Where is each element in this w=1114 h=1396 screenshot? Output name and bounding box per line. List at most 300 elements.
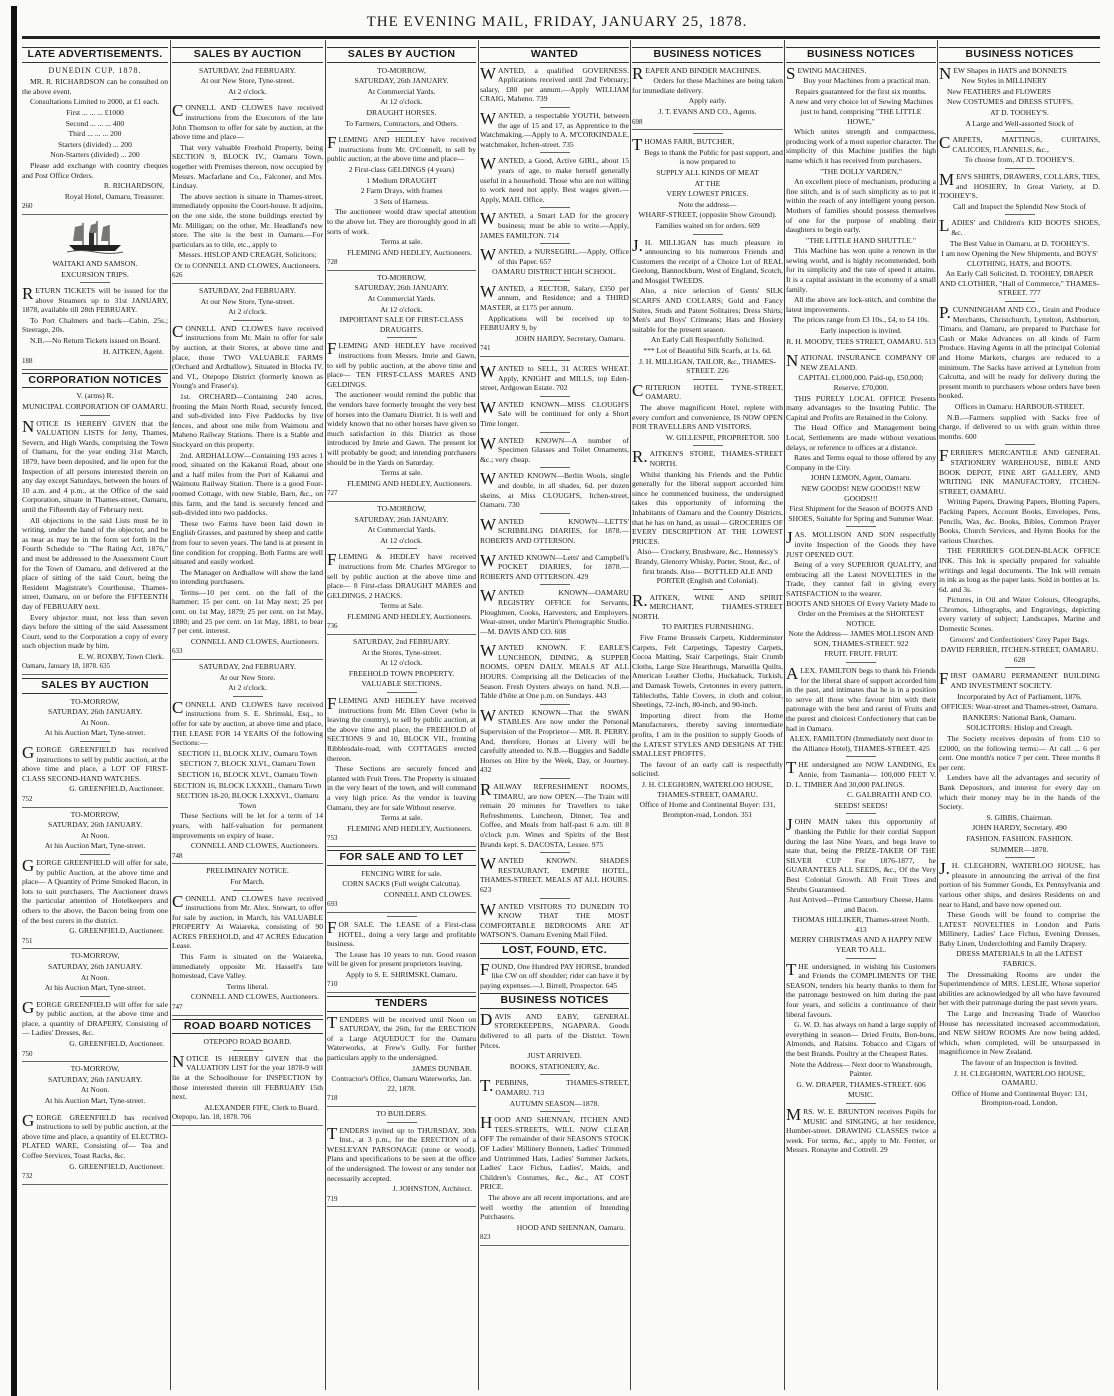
ad-paragraph: The Dressmaking Rooms are under the Superintendence of MRS. LESLIE, Whose superior abilities are acknowledged by all who have favoured her with their patronage during the past seven years. — [939, 969, 1100, 1008]
ad-line: The prices range from £3 10s., £4, to £4 10s. — [792, 315, 930, 325]
ad-line: CORN SACKS (Full weight Calcutta). — [342, 879, 461, 889]
ad-line: Just Arrived—Prime Canterbury Cheese, Hams and Bacon. — [788, 895, 934, 914]
ad-paragraph: Please add exchange with country cheques and Post Office Orders. — [22, 160, 168, 180]
divider — [80, 741, 110, 742]
divider — [540, 280, 570, 281]
ad-paragraph: Consultations Limited to 2000, at £1 each. — [30, 97, 160, 107]
ad-reference-number: 727 — [327, 489, 476, 502]
ad-line: OTEPOPO ROAD BOARD. — [203, 1037, 292, 1047]
divider — [540, 207, 570, 208]
divider — [540, 432, 570, 433]
ad-title: DUNEDIN CUP. 1878. — [48, 65, 142, 75]
ad-paragraph: That very valuable Freehold Property, being SECTION 9, BLOCK IV., Oamaru Town, together with Premises thereon, now occupied by Messrs. Macfarlane and Co., Falconer, and Mrs. Lindsay. — [172, 142, 323, 191]
advertisement: FLEMING AND HEDLEY have received instructions from Mr. Ellen Cover (who is leaving the country), to sell by public auction, at the above time and place, the FREEHOLD of SECTIONS 9 and 10, BLOCK VII., fronting Ribblesdale-road, with COTTAGES erected thereon. — [327, 694, 476, 763]
divider — [846, 1103, 876, 1104]
ad-line: ALEX. FAMILTON (Immediately next door to the Alliance Hotel), THAMES-STREET. 425 — [789, 734, 933, 753]
ad-line: FREEHOLD TOWN PROPERTY. — [348, 668, 455, 678]
advertisement: HOOD AND SHENNAN, ITCHEN AND TEES-STREETS, WILL NOW CLEAR OFF The remainder of their SEASON'S STOCK OF Ladies' Millinery Bonnets, Ladies' Trimmed and Untrimmed Hats, Ladies' Summer Jackets, Ladies' Lace Fichus, Ladies', Maids, and Children's Costumes, &c., &c., AT COST PRICE. — [480, 1113, 629, 1192]
section-heading: FOR SALE AND TO LET — [327, 850, 476, 866]
ad-line: TO-MORROW, — [70, 1064, 120, 1074]
column-rule — [170, 40, 171, 1390]
ad-reference-number: Oamaru, January 18, 1878. 635 — [22, 662, 168, 675]
divider — [387, 548, 417, 549]
steamship-engraving — [65, 219, 125, 255]
ad-line: At Noon. — [80, 1085, 110, 1095]
ad-signature: Royal Hotel, Oamaru, Treasurer. — [64, 191, 164, 201]
ad-line: Grocers' and Confectioners' Grey Paper Bags. — [949, 634, 1090, 644]
divider — [233, 696, 263, 697]
ad-line: A new and very choice lot of Sewing Machines just to hand, comprising "THE LITTLE HOWE," — [789, 97, 933, 126]
ad-line: TO-MORROW, — [70, 809, 120, 819]
advertisement: CONNELL AND CLOWES have received instructions from Mr. Main to offer for sale by auction, at their Stores, at above time and place, those TWO VALUABLE FARMS (Orchard and Ardhallow), Situated in Blocks IV. and VI., Otepopo District (formerly known as Young's and Fraser's). — [172, 321, 323, 391]
ad-line: FASHION. FASHION. FASHION. — [966, 833, 1073, 843]
advertisement: CONNELL AND CLOWES have received instructions from S. E. Shrimski, Esq., to offer for sale by auction, at above time and place, THE LEASE FOR 14 YEARS Of the following Sections:— — [172, 697, 323, 748]
advertisement: CARPETS, MATTINGS, CURTAINS, CALICOES, FLANNELS, &c., — [939, 133, 1100, 154]
ad-reference-number: 633 — [172, 647, 323, 660]
section-heading: BUSINESS NOTICES — [786, 47, 936, 63]
advertisement: ALEX. FAMILTON begs to thank his Friends for the liberal share of support accorded him in the past, and intimates that he is in a position to serve all those who favour him with their patronage with the best and rarest of Fruits and the purest and choicest Confectionery that can be had in Oamaru. — [786, 664, 936, 733]
divider — [1005, 444, 1035, 445]
ad-line: MERRY CHRISTMAS AND A HAPPY NEW YEAR TO ALL. — [790, 935, 932, 955]
ad-reference-number: 626 — [172, 271, 323, 284]
advertisement: CONNELL AND CLOWES have received instructions from the Executors of the late John Thomson to offer for sale by auction, at the above time and place— — [172, 101, 323, 142]
ad-line: S. GIBBS, Chairman. — [986, 812, 1053, 822]
ad-reference-number: 736 — [327, 622, 476, 635]
advertisement: MRS. W. E. BRUNTON receives Pupils for MUSIC and SINGING, at her residence, Humber-street. DRAWING CLASSES twice a week. For terms, &c., apply to Mr. Ferrier, or Messrs. Ronayne and Cottrell. 29 — [786, 1104, 936, 1155]
ad-paragraph: The Manager on Ardhallow will show the land to intending purchasers. — [172, 567, 323, 587]
ad-line: SATURDAY, 2nd FEBRUARY. — [199, 286, 296, 296]
ad-line: To choose from, AT D. TOOHEY'S. — [964, 155, 1075, 165]
divider — [1005, 857, 1035, 858]
ad-paragraph: The above are all recent importations, and are well worthy the attention of Intending Purchasers. — [480, 1192, 629, 1222]
advertisement: WANTED, a respectable YOUTH, between the age of 15 and 17, as Apprentice to the Watchmaking.—Apply to A. M'CORKINDALE, watchmaker, Itchen-street. 735 — [480, 108, 629, 149]
divider — [1005, 131, 1035, 132]
ad-line: Apply early. — [688, 96, 727, 106]
ad-signature: W. GILLESPIE, PROPRIETOR. 500 — [665, 432, 779, 442]
ad-line: TO-MORROW, — [377, 503, 426, 513]
ad-reference-number: 732 — [22, 1172, 168, 1185]
ad-line: Contractor's Office, Oamaru Waterworks, Jan. 22, 1878. — [331, 1074, 472, 1093]
divider — [233, 320, 263, 321]
advertisement: T.PEBBINS, THAMES-STREET, OAMARU. 713 — [480, 1076, 629, 1098]
advertisement: DAVIS AND EABY, GENERAL STOREKEEPERS, NGAPARA. Goods delivered to all parts of the District. Town Prices. — [480, 1009, 629, 1050]
ad-line: DRAUGHT HORSES. — [366, 107, 437, 117]
ad-line: At 12 o'clock. — [380, 304, 423, 314]
divider — [693, 379, 723, 380]
advertisement: NEW Shapes in HATS and BONNETS — [939, 63, 1067, 83]
advertisement: SEWING MACHINES. — [786, 63, 867, 83]
ad-paragraph: 1st. ORCHARD—Containing 240 acres, fronting the Main North Road, securely fenced, and sub-divided into Five Paddocks by live fences, and about one mile from Waimotu and Maheno Railway Stations. There is a Stable and Stockyard on this property. — [172, 392, 323, 449]
ad-line: At 2 o'clock. — [228, 86, 267, 96]
ad-line: CAPITAL £1,000,000. Paid-up, £50,000; Reserve, £70,000. — [798, 373, 924, 392]
ad-paragraph: New Styles in MILLINERY — [961, 76, 1048, 86]
ad-line: DRESS MATERIALS In all the LATEST FABRICS. — [956, 949, 1083, 969]
advertisement: THE undersigned, in wishing his Customers and Friends the COMPLIMENTS OF THE SEASON, tenders his hearty thanks to them for the patronage bestowed on him during the past four years, and solicits a continuance of their liberal favours. — [786, 959, 936, 1019]
ad-line: The Best Value in Oamaru, at D. TOOHEY'S. — [949, 238, 1090, 248]
advertisement: NATIONAL INSURANCE COMPANY OF NEW ZEALAND. — [786, 351, 936, 372]
advertisement: WANTED VISITORS TO DUNEDIN TO KNOW THAT THE MOST COMFORTABLE BEDROOMS ARE AT WATSON'S. Oamaru Evening Mail Filed. — [480, 899, 629, 940]
section-heading: LATE ADVERTISEMENTS. — [22, 47, 168, 63]
ad-line: Buy your Machines from a practical man. — [803, 76, 931, 86]
ad-signature: G. GREENFIELD, Auctioneer. — [69, 926, 164, 936]
column-rule — [784, 40, 785, 1390]
section-heading: BUSINESS NOTICES — [632, 47, 783, 63]
ad-paragraph: Pictures, in Oil and Water Colours, Oleographs, Chromos, Lithographs, and Engravings, depicting every variety of subject; Landscapes, Marine and Domestic Scenes. — [939, 595, 1100, 634]
ad-paragraph: Lenders have all the advantages and security of Bank Depositors, and interest for every day on which their money may be in the hands of the Society. — [939, 773, 1100, 812]
column-3 — [327, 44, 476, 1390]
ad-line: SATURDAY, 26th JANUARY. — [354, 283, 449, 293]
ad-signature: CONNELL AND CLOWES, Auctioneers. — [190, 841, 319, 851]
advertisement: WANTED KNOWN—That the SWAN STABLES Are now under the Personal Supervision of the Proprietor— MR. R. PERRY. And, therefore, Horses at Livery will be carefully attended to. N.B.—Buggies and Saddle Horses on Hire by the Week, Day, or Journey. 432 — [480, 705, 629, 775]
ad-line: BOOKS, STATIONERY, &c. — [509, 1061, 600, 1071]
ad-line: SEEDS! SEEDS! — [834, 800, 888, 810]
ad-reference-number: 693 — [327, 900, 476, 913]
advertisement: GEORGE GREENFIELD has received instructions to sell by public auction, at the above time and place, a LOT OF FIRST-CLASS SECOND-HAND WATCHES. — [22, 743, 168, 783]
section-heading: BUSINESS NOTICES — [480, 993, 629, 1009]
ad-line: At 2 o'clock. — [228, 683, 267, 693]
ad-line: Families waited on for orders. 609 — [655, 220, 760, 230]
advertisement: WANTED, a RECTOR, Salary, £350 per annum, and Residence; and a THIRD MASTER, at £175 per annum. — [480, 281, 629, 313]
advertisement: NOTICE IS HEREBY GIVEN that the VALUATION LIST for the year 1878-9 will lie at the Schoolhouse for INSPECTION by those interested therein till FEBRUARY 15th next. — [172, 1051, 323, 1102]
ad-line: MUSIC. — [848, 1090, 874, 1100]
advertisement: CRITERION HOTEL TYNE-STREET, OAMARU. — [632, 380, 783, 402]
ad-paragraph: Being of a very SUPERIOR QUALITY, and embracing all the Latest NOVELTIES in the Trade, they cannot fail in giving every SATISFACTION to the wearer. — [786, 560, 936, 598]
ad-line: Messrs. HISLOP AND CREAGH, Solicitors; — [178, 250, 317, 260]
ad-line: At Commercial Yards. — [367, 86, 436, 96]
ad-line: The favour of an Inspection is Invited. — [961, 1058, 1078, 1067]
ad-reference-number: 753 — [327, 834, 476, 847]
divider — [693, 589, 723, 590]
ad-paragraph: The Lease has 10 years to run. Good reason will be given for present proprietors leaving. — [327, 949, 476, 969]
ad-paragraph: The above magnificent Hotel, replete with every comfort and convenience, IS NOW OPEN FOR TRAVELLERS AND VISITORS. — [632, 403, 783, 432]
ad-line: 1 Medium DRAUGHT — [366, 175, 437, 185]
ad-paragraph: N.B.—No Return Tickets issued on Board. — [30, 336, 161, 346]
column-4 — [480, 44, 629, 1390]
ad-reference-number: Otepopo, Jan. 18, 1878. 706 — [172, 1113, 323, 1126]
ad-paragraph: Five Frame Brussels Carpets, Kidderminster Carpets, Felt Carpetings, Tapestry Carpets, Cocoa Matting, Stair Carpetings, Stair Crumb Cloths, Large Size Hearthrugs, Marseilla Quilts, American Leather Cloths, Huckaback, Turkish, and Damask Towels, Cretonnes in every pattern, Tablecloths, Table Covers, in cloth and colour, Sheetings, 72-inch, 80-inch, and 90-inch. — [632, 633, 783, 710]
section-heading: SALES BY AUCTION — [22, 678, 168, 694]
divider — [693, 234, 723, 235]
divider — [80, 854, 110, 855]
ad-paragraph: An excellent piece of mechanism, producing a fine stitch, and is of such simplicity as to put it within the reach of any intelligent young person. Mothers of families should possess themselves of one for the purpose of enabling their daughters to begin early. — [786, 177, 936, 235]
divider — [540, 107, 570, 108]
ad-line: Office of Home and Continental Buyer: 131, Brompton-road, London. — [951, 1088, 1088, 1108]
advertisement: WANTED KNOWN—A number of Specimen Glasses and Toilet Ornaments, &c.; very cheap. — [480, 433, 629, 464]
ad-line: Apply to S. E. SHRIMSKI, Oamaru. — [345, 969, 458, 979]
ad-reference-number: 698 — [632, 118, 783, 131]
ad-signature: FLEMING AND HEDLEY, Auctioneers. — [347, 478, 472, 488]
advertisement: LADIES' and Children's KID BOOTS SHOES, &c. — [939, 216, 1100, 237]
ad-reference-number: 188 — [22, 357, 168, 370]
section-heading: BUSINESS NOTICES — [939, 47, 1100, 63]
advertisement: FLEMING & HEDLEY have received instructions from Mr. Charles M'Gregor to sell by public auction at the above time and place— 8 First-class DRAUGHT MARES and GELDINGS, 2 HACKS. — [327, 550, 476, 600]
divider — [233, 1050, 263, 1051]
ad-paragraph: Orders for these Machines are being taken for immediate delivery. — [632, 76, 783, 95]
advertisement: JAS. MOLLISON AND SON respectfully invite Inspection of the Goods they have JUST OPENED OUT. — [786, 528, 936, 559]
ad-line: At our New Store. — [219, 672, 276, 682]
advertisement: RAILWAY REFRESHMENT ROOMS, TIMARU, are now OPEN.—The Train will remain 20 minutes for Travellers to take Refreshments. Luncheon, Dinner, Tea and Coffee, and Meals from half-past 6 a.m. till 8 o'clock p.m. Wines and Spirits of the Best Brands kept. S. DACOSTA, Lessee. 975 — [480, 780, 629, 849]
ad-line: At our New Store, Tyne-street. — [200, 296, 295, 306]
ad-line: Offices in Oamaru: HARBOUR-STREET. — [954, 402, 1085, 411]
ad-line: VALUABLE SECTIONS. — [361, 679, 442, 689]
ad-paragraph: Every objector must, not less than seven days before the sitting of the said Assessment Court, send to the Corporation a copy of every such objection made by him. — [22, 612, 168, 651]
ad-paragraph: The Society receives deposits of from £10 to £2000, on the following terms:— At call ... 6 per cent. One month's notice 7 per cent. Three months 8 per cent. — [939, 734, 1100, 772]
divider — [387, 337, 417, 338]
ad-signature: JOHN HARDY, Secretary, Oamaru. — [515, 333, 625, 343]
ad-line: At his Auction Mart, Tyne-street. — [44, 841, 146, 851]
divider — [846, 662, 876, 663]
divider — [1005, 667, 1035, 668]
ad-line: At Commercial Yards. — [367, 294, 436, 304]
advertisement: JOHN MAIN takes this opportunity of thanking the Public for their cordial Support during the last Nine Years, and begs leave to state that, being the PRIZE-TAKER OF THE SILVER CUP For 1876-1877, he GUARANTEES ALL SEEDS, &c., Of the Very Best Colonial Growth. All Fruit Trees and Shrubs Guaranteed. — [786, 815, 936, 894]
advertisement: WANTED KNOWN. F. EARLE'S LUNCHEON, DINING, & SUPPER ROOMS, OPEN DAILY. MEALS AT ALL HOURS. Comprising all the Delicacies of the Season. Fresh Oysters always on hand. N.B.—Table d'hôte at One p.m. on Sundays. 443 — [480, 641, 629, 701]
section-heading: SALES BY AUCTION — [172, 47, 323, 63]
ad-reference-number: 751 — [22, 937, 168, 950]
advertisement: THE undersigned are NOW LANDING, Ex Annie, from Tasmania— 100,000 FEET V. D. L. TIMBER And 30,000 PALINGS. — [786, 758, 936, 789]
ad-line: WHARF-STREET, (opposite Show Ground). — [638, 210, 777, 220]
ad-line: SATURDAY, 26th JANUARY. — [48, 1074, 142, 1084]
ad-line: TO BUILDERS. — [376, 1109, 427, 1118]
ad-paragraph: These Goods will be found to comprise the LATEST NOVELTIES in London and Paris Millinery, Ladies' Lace Fichus, Evening Dresses, Baby Linen, Underclothing and Family Drapery. — [939, 910, 1100, 948]
ad-line: Starters (divided) ... 200 — [58, 139, 132, 149]
ad-line: Terms at sale. — [380, 813, 423, 823]
ad-reference-number: 741 — [480, 344, 629, 357]
ad-line: SATURDAY, 26th JANUARY. — [354, 514, 449, 524]
masthead-rule — [22, 36, 1100, 39]
ad-line: Call and Inspect the Splendid New Stock of — [952, 201, 1087, 211]
divider — [1005, 168, 1035, 169]
column-rule — [630, 40, 631, 1390]
divider — [540, 639, 570, 640]
ad-line: WAITAKI AND SAMSON. — [52, 258, 138, 268]
ad-line: SATURDAY, 2nd FEBRUARY. — [199, 65, 296, 75]
advertisement: FOUND, One Hundred PAY HORSE, branded like CW on off shoulder; rider can have it by paying expenses.—J. Birrell, Prospector. 645 — [480, 959, 629, 990]
ad-line: Office of Home and Continental Buyer: 131, Brompton-road, London. 351 — [639, 800, 776, 819]
ad-line: First Shipment for the Season of BOOTS AND SHOES, Suitable for Spring and Summer Wear. — [788, 504, 934, 523]
ad-paragraph: New FEATHERS and FLOWERS — [947, 86, 1051, 96]
divider — [387, 1122, 417, 1123]
ad-line: An Early Call Solicited. D. TOOHEY, DRAPER AND CLOTHIER, "Hall of Commerce," THAMES-STREET. 777 — [939, 269, 1100, 298]
ad-line: JUST ARRIVED. — [527, 1051, 582, 1061]
divider — [846, 813, 876, 814]
ad-line: First ... ... ... £1000 — [66, 107, 124, 117]
ad-line: SUMMER—1878. — [990, 844, 1049, 854]
ad-signature: CONNELL AND CLOWES. — [383, 889, 472, 899]
divider — [540, 584, 570, 585]
ad-line: J. H. MILLIGAN, TAILOR, &c., THAMES-STREET. 226 — [639, 356, 776, 376]
ad-line: AT THE — [694, 178, 721, 188]
ad-paragraph: All objections to the said Lists must be in writing, under the hand of the objector, and be as near as may be in the form set forth in the Fourth Schedule to "The Rating Act, 1876," and must be addressed to the Assessment Court for the Town of Oamaru, and delivered at the place of sitting of the said Court, being the Resident Magistrate's Courthouse, Thames-street, Oamaru, on or before the FIFTEENTH day of FEBRUARY next. — [22, 515, 168, 611]
ad-line: TO PARTIES FURNISHING. — [661, 622, 754, 632]
ad-line: "THE LITTLE HAND SHUTTLE." — [806, 235, 916, 245]
ad-signature: J. JOHNSTON, Architect. — [392, 1184, 472, 1194]
divider — [1005, 301, 1035, 302]
ad-signature: G. GREENFIELD, Auctioneer. — [69, 1161, 164, 1171]
advertisement: WANTED KNOWN—LETTS' SCRIBBLING DIARIES, for 1878.—ROBERTS AND OTTERSON. — [480, 514, 629, 545]
divider — [540, 243, 570, 244]
advertisement: RETURN TICKETS will be issued for the above Steamers up to 31st JANUARY, 1878, available till 28th FEBRUARY. — [22, 284, 168, 315]
section-heading: WANTED — [480, 47, 629, 63]
advertisement: WANTED, a NURSEGIRL.—Apply, Office of this Paper. 657 — [480, 245, 629, 266]
advertisement: TENDERS will be received until Noon on SATURDAY, the 26th, for the ERECTION of a Large AQUEDUCT for the Oamaru Waterworks, at Frew's Gully. For further particulars apply to the undersigned. — [327, 1012, 476, 1063]
ad-line: DAVID FERRIER, ITCHEN-STREET, OAMARU. 628 — [940, 645, 1099, 664]
advertisement: CONNELL AND CLOWES have received instructions from Mr. Alex. Stewart, to offer for sale by auction, in March, his VALUABLE PROPERTY At Waiareka, consisting of 90 ACRES FREEHOLD, and 47 ACRES Education Lease. — [172, 891, 323, 951]
advertisement: REAPER AND BINDER MACHINES. — [632, 63, 761, 83]
advertisement: FERRIER'S MERCANTILE AND GENERAL STATIONERY WAREHOUSE, BIBLE AND BOOK DEPOT, FINE ART GALLERY, AND WRITING INK MANUFACTORY, ITCHEN-STREET, OAMARU. — [939, 446, 1100, 496]
ad-signature: CONNELL AND CLOWES, Auctioneers. — [190, 992, 319, 1002]
divider — [540, 467, 570, 468]
advertisement: WANTED, a qualified GOVERNESS. Applications received until 2nd February; salary, £80 per annum.—Apply WILLIAM CRAIG, Maheno. 739 — [480, 63, 629, 104]
ad-signature: HOOD AND SHENNAN, Oamaru. — [516, 1222, 625, 1232]
advertisement: R.AITKEN'S STORE, THAMES-STREET NORTH. — [632, 447, 783, 468]
ad-paragraph: Writing Papers, Drawing Papers, Blotting Papers, Packing Papers, Account Books, Envelopes, Pens, Pencils, Wax, &c. Books, Bibles, Common Prayer Books, Church Services, and Hymn Books for the various Churches. — [939, 497, 1100, 545]
ad-paragraph: N.B.—Farmers supplied with Sacks free of charge, if delivered to us with grain within three months. 600 — [939, 412, 1100, 441]
ad-line: SATURDAY, 26th JANUARY. — [354, 76, 449, 86]
column-7 — [939, 44, 1100, 1390]
ad-paragraph: The Head Office and Management being Local, Settlements are made without vexatious delays, or reference to offices at a distance. — [786, 423, 936, 452]
ad-reference-number: 710 — [327, 980, 476, 993]
ad-paragraph: G. W. D. has always on hand a large supply of everything in season— Dried Fruits, Bon-bons, Almonds, and Raisins. Tobacco and Cigars of the best Brands. Poultry at the Cheapest Rates. — [786, 1020, 936, 1058]
ad-signature: JAMES DUNBAR. — [412, 1063, 472, 1073]
ad-line: JOHN LEMON, Agent, Oamaru. — [810, 473, 912, 483]
ad-line: VERY LOWEST PRICES. — [666, 189, 749, 199]
ad-line: At our New Store, Tyne-street. — [200, 76, 295, 86]
advertisement: WANTED KNOWN—MISS CLOUGH'S Sale will be continued for only a Short Time longer. — [480, 397, 629, 428]
ad-line: AT D. TOOHEY'S. — [990, 107, 1049, 117]
section-heading: ROAD BOARD NOTICES — [172, 1019, 323, 1035]
ad-line: IMPORTANT SALE OF FIRST-CLASS DRAUGHTS. — [339, 315, 464, 334]
ad-line: 2 First-class GELDINGS (4 years) — [348, 164, 455, 174]
divider — [387, 131, 417, 132]
ad-paragraph: These two Farms have been laid down in English Grasses, and pastured by sheep and cattle from four to seven years. The land is at present in fine condition for cropping. Both Farms are well situated and easily worked. — [172, 518, 323, 567]
column-rule — [478, 40, 479, 1390]
ad-line: SECTION 16, BLOCK LXXXII., Oamaru Town — [173, 780, 322, 790]
ad-paragraph: All the above are lock-stitch, and combine the latest improvements. — [786, 295, 936, 314]
divider — [80, 282, 110, 283]
scan-edge — [11, 6, 17, 1396]
ad-paragraph: These Sections are securely fenced and planted with Fruit Trees. The Property is situated in the very heart of the town, and will command a very high price. As the vendor is leaving Oamaru, they are for sale Without reserve. — [327, 764, 476, 812]
ad-line: Note the Address— Next door to Wansbrough, Painter. — [789, 1059, 933, 1079]
ad-line: At 12 o'clock. — [380, 658, 423, 668]
ad-paragraph: MR. R. RICHARDSON can be consulted on the above event. — [22, 77, 168, 96]
advertisement: THOMAS FARR, BUTCHER, — [632, 135, 735, 155]
divider — [387, 692, 417, 693]
ad-line: For March. — [230, 876, 265, 886]
ad-paragraph: The Large and Increasing Trade of Waterloo House has necessitated increased accommodation, and NEW SHOW ROOMS Are now being added, which, when completed, will be unsurpassed in magnificence in New Zealand. — [939, 1009, 1100, 1057]
ad-line: EXCURSION TRIPS. — [61, 269, 129, 279]
ad-line: Non-Starters (divided) ... 200 — [50, 150, 140, 160]
ad-line: "THE DOLLY VARDEN," — [820, 166, 902, 176]
ad-line: J. H. CLEGHORN, WATERLOO HOUSE, OAMARU. — [953, 1068, 1086, 1088]
ad-paragraph: This Machine has won quite a renown in the sewing world, and is highly recommended, both for its simplicity and the rate of speed it attains. It is a capital assistant in the economy of a small family. — [786, 246, 936, 294]
column-rule — [325, 40, 326, 1390]
divider — [387, 916, 417, 917]
ad-line: OAMARU DISTRICT HIGH SCHOOL. — [492, 267, 617, 277]
ad-reference-number: 748 — [172, 852, 323, 865]
ad-line: JOHN HARDY, Secretary. 490 — [972, 823, 1067, 833]
divider — [1005, 214, 1035, 215]
ad-paragraph: Importing direct from the Home Manufacturers, thereby saving intermediate profits, I am in the position to supply Goods of the LATEST STYLES AND DESIGNS AT THE SMALLEST PROFITS. — [632, 710, 783, 759]
advertisement: GEORGE GREENFIELD will offer for sale, by public Auction, at the above time and place— A Quantity of Prime Smoked Bacon, in lots to suit purchasers. The Auctioneer draws the particular attention of Hotelkeepers and others to the above, the Bacon being from one of the best curers in the district. — [22, 855, 168, 925]
ad-signature: R. RICHARDSON, — [103, 181, 164, 191]
divider — [540, 1111, 570, 1112]
divider — [80, 996, 110, 997]
advertisement: R.AITKEN, WINE AND SPIRIT MERCHANT, THAMES-STREET NORTH. — [632, 590, 783, 621]
divider — [693, 445, 723, 446]
section-heading: CORPORATION NOTICES — [22, 373, 168, 389]
ad-line: At 12 o'clock. — [380, 535, 423, 545]
advertisement: TENDERS invited up to THURSDAY, 30th Inst., at 3 p.m., for the ERECTION of a WESLEYAN PARSONAGE (stone or wood). Plans and specifications to be seen at the office of the undersigned. The lowest or any tender not necessarily accepted. — [327, 1123, 476, 1183]
ad-paragraph: The auctioneer would draw special attention to the above lot. They are thoroughly good in all sorts of work. — [327, 207, 476, 236]
ad-signature: FLEMING AND HEDLEY, Auctioneers. — [347, 247, 472, 257]
divider — [846, 756, 876, 757]
advertisement: GEORGE GREENFIELD will offer for sale by public auction, at the above time and place, a quantity of DRAPERY, Consisting of— Ladies' Dresses, &c. — [22, 997, 168, 1038]
ad-paragraph: New COSTUMES and DRESS STUFFS, — [947, 97, 1073, 107]
advertisement: WANTED KNOWN—Berlin Wools, single and double, in all shades, 6d. per dozen skeins, at Miss CLOUGH'S, Itchen-street, Oamaru. 730 — [480, 469, 629, 510]
ad-line: At his Auction Mart, Tyne-street. — [44, 983, 146, 993]
ad-line: SUPPLY ALL KINDS OF MEAT — [656, 167, 759, 177]
ad-line: SATURDAY, 26th JANUARY. — [48, 820, 142, 830]
ad-line: TO-MORROW, — [377, 65, 426, 75]
ad-reference-number: 823 — [480, 1233, 629, 1246]
ad-line: 3 Sets of Harness. — [374, 196, 429, 206]
ad-line: AUTUMN SEASON—1878. — [509, 1098, 600, 1108]
ad-line: At his Auction Mart, Tyne-street. — [44, 1096, 146, 1106]
advertisement: WANTED, a Smart LAD for the grocery business; must be able to write.—Apply, JAMES FAMILTON. 714 — [480, 209, 629, 240]
ad-line: Also— Crockery, Brushware, &c., Hennessy's Brandy, Glenorry Whisky, Porter, Stout, &c., of first brands. Also— BOTTLED ALE AND PORTER (English and Colonial). — [635, 547, 780, 586]
advertisement: GEORGE GREENFIELD has received instructions to sell by public auction, at the above time and place, a quantity of ELECTRO-PLATED WARE, Consisting of— Tea and Coffee Services, Toast Racks, &c. — [22, 1110, 168, 1160]
advertisement: FOR SALE. The LEASE of a First-class HOTEL, doing a very large and profitable business. — [327, 917, 476, 949]
advertisement: MEN'S SHIRTS, DRAWERS, COLLARS, TIES, and HOSIERY, In Great Variety, at D. TOOHEY'S. — [939, 169, 1100, 201]
masthead: THE EVENING MAIL, FRIDAY, JANUARY 25, 1878. — [366, 14, 748, 30]
ad-line: PRELIMINARY NOTICE. — [206, 866, 289, 876]
column-6 — [786, 44, 936, 1390]
divider — [540, 549, 570, 550]
ad-line: J. H. CLEGHORN, WATERLOO HOUSE, THAMES-STREET, OAMARU. — [641, 779, 774, 799]
ad-line: At Noon. — [80, 972, 110, 982]
ad-line: Incorporated by Act of Parliament, 1876. — [957, 691, 1082, 701]
ad-line: SATURDAY, 26th JANUARY. — [48, 707, 142, 717]
advertisement: FLEMING AND HEDLEY have received instructions from Mr. O'Connell, to sell by public auction, at the above time and place— — [327, 133, 476, 164]
ad-paragraph: THE FERRIER'S GOLDEN-BLACK OFFICE INK. This Ink is specially prepared for valuable writings and legal documents. The Ink will remain in ink as long as the paper lasts. Sold in bottles at 1s. 6d. and 3s. — [939, 546, 1100, 594]
ad-paragraph: Also, a nice selection of Gents' SILK SCARFS AND COLLARS; Gold and Fancy Suites, Studs and Patent Solitaires; Dress Shirts; Men's and Boys' Crimeans; Hats and Hosiery suitable for the present season. — [632, 286, 783, 334]
ad-line: A Large and Well-assorted Stock of — [965, 118, 1074, 128]
ad-signature: G. GREENFIELD, Auctioneer. — [69, 784, 164, 794]
ad-line: SECTION 7, BLOCK XLVI., Oamaru Town — [179, 759, 316, 769]
column-1 — [22, 44, 168, 1390]
divider — [846, 349, 876, 350]
ad-paragraph: The above section is situate in Thames-street, immediately opposite the Court-house. It adjoins, on the one side, the stone buildings erected by Mr. Milligan; on the other, Mr. Headland's new store. The site is the best in Oamaru.—For particulars as to title, etc., apply to — [172, 191, 323, 249]
ad-line: Or to CONNELL AND CLOWES, Auctioneers. — [174, 260, 321, 270]
ad-line: SECTION 18-20, BLOCK LXXXVI., Oamaru Town — [176, 791, 319, 810]
ad-line: Third ... ... ... 200 — [68, 129, 122, 139]
ad-line: FRUIT. FRUIT. FRUIT. — [824, 649, 898, 659]
divider — [80, 415, 110, 416]
advertisement: NOTICE IS HEREBY GIVEN that the VALUATION LISTS for Jetty, Thames, Severn, and High Wards, comprising the Town of Oamaru, for the year ending 31st March, 1879, have been deposited, and lie open for the Inspection of all persons interested therein on any day except Saturdays, between the hours of 10 a.m. and 4 p.m., at the Office of the said Corporation, situate in Thames-street, Oamaru, until the Fifteenth day of February next. — [22, 416, 168, 514]
divider — [846, 526, 876, 527]
ad-paragraph: THIS PURELY LOCAL OFFICE Presents many advantages to the Insuring Public. The Capital and Profits are Retained in the Colony. — [786, 393, 936, 422]
ad-signature: E. W. ROXBY, Town Clerk. — [78, 651, 164, 661]
advertisement: WANTED to SELL, 31 ACRES WHEAT. Apply, KNIGHT and MILLS, top Eden-street, Ardgowan Estate. 702 — [480, 362, 629, 393]
ad-paragraph: Which unites strength and compactness, producing work of a most superior character. The simplicity of this Machine justifies the high name which it has received from purchasers. — [786, 127, 936, 165]
ad-signature: ALEXANDER FIFE, Clerk to Board. — [204, 1102, 319, 1112]
ad-line: At the Stores, Tyne-street. — [361, 647, 442, 657]
ad-paragraph: 2nd. ARDHALLOW—Containing 193 acres 1 rood, situated on the Kakanui Road, about one and a half miles from the Port of Kakanui and Waimotu Railway Station. There is a good Four-roomed Cottage, with new Stable, Barn, &c., on this farm, and the land is securely fenced and sub-divided into two paddocks. — [172, 450, 323, 518]
ad-signature: C. GALBRAITH AND CO. — [846, 790, 932, 800]
advertisement: WANTED, a Good, Active GIRL, about 15 years of age, to make herself generally useful in a household. Those who are not willing to work need not apply. Best wages given.—Apply, MAIL Office. — [480, 154, 629, 204]
ad-line: To Farmers, Contractors, and Others. — [345, 118, 458, 128]
ad-line: Begs to thank the Public for past support, and is now prepared to — [644, 147, 783, 167]
